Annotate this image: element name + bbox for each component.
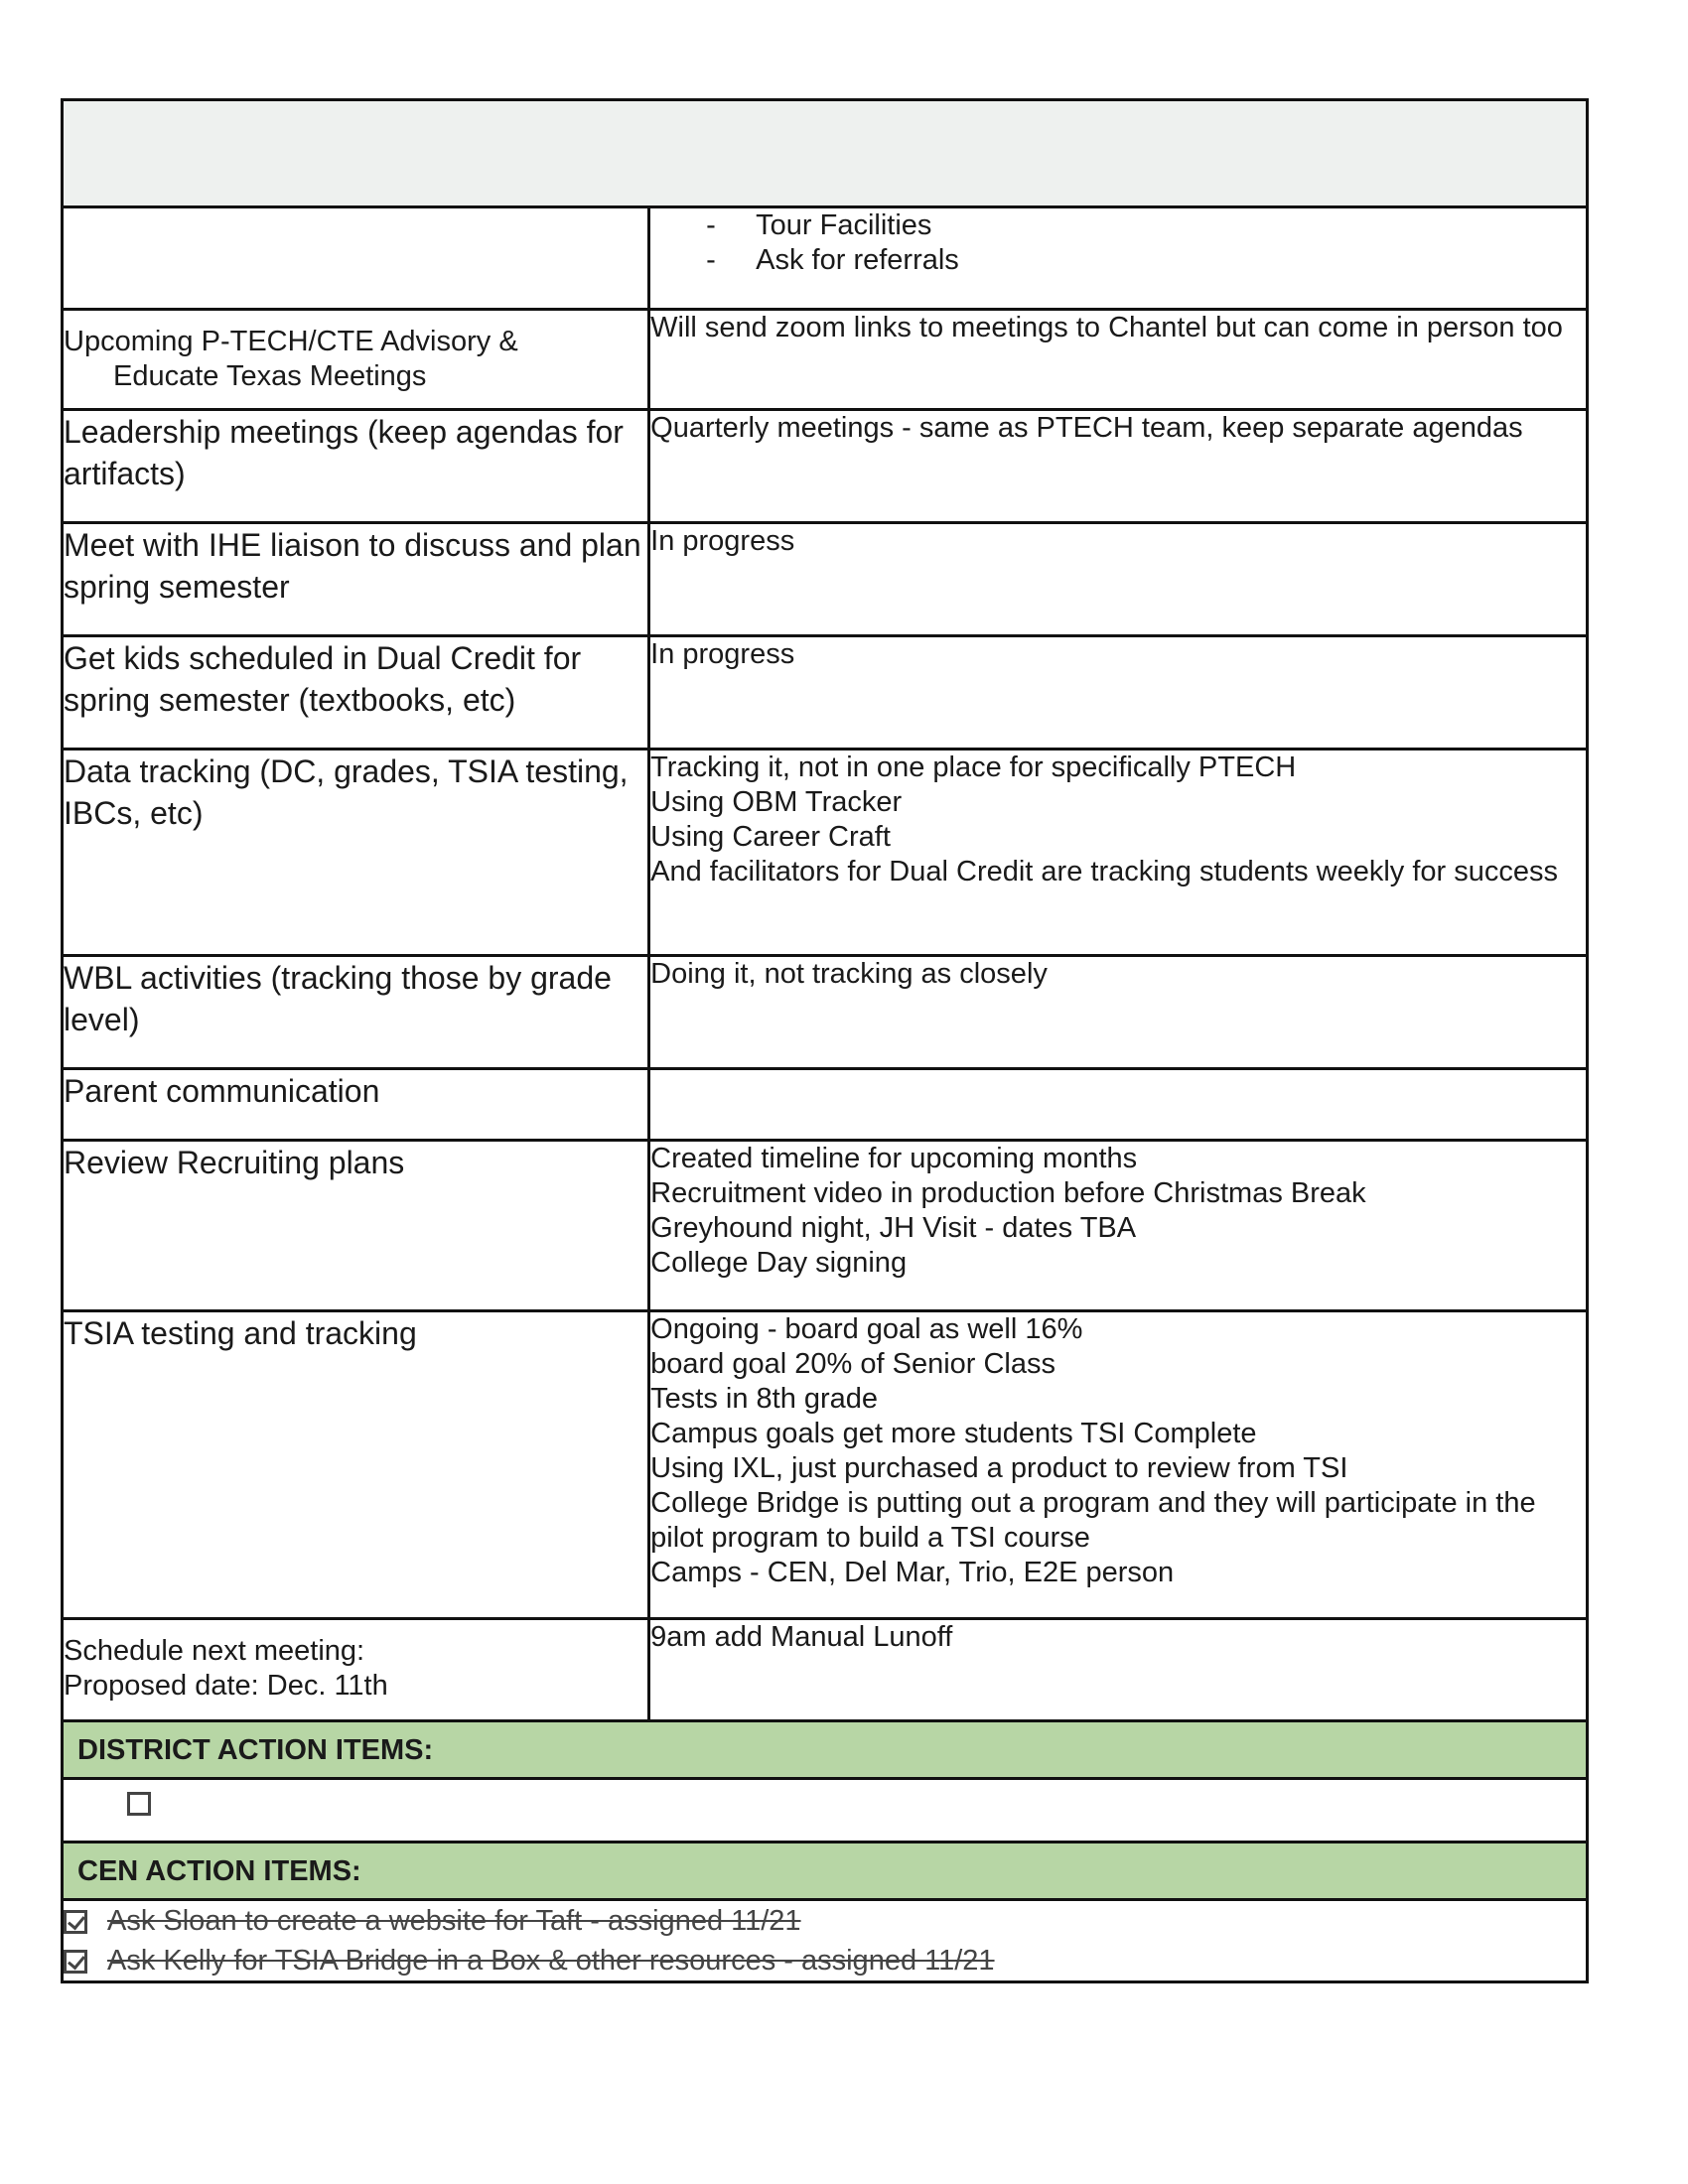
table-row (63, 410, 1588, 523)
bullet-list (650, 208, 1586, 278)
row-label: Meet with IHE liaison to discuss and plan spring semester (63, 523, 649, 636)
row-value: 9am add Manual Lunoff (649, 1619, 1588, 1721)
row-value: Ongoing - board goal as well 16% board goal 20% of Senior Class Tests in 8th grade Campus goals get more students TSI Complete Using IXL, just purchased a product to review from TSI College Bridge is putting out a program and they will participate in the pilot program to build a TSI course Camps - CEN, Del Mar, Trio, E2E person (649, 1311, 1588, 1619)
checklist-item-label: Ask Sloan to create a website for Taft - assigned 11/21 (107, 1905, 801, 1937)
table-row (63, 1069, 1588, 1141)
cen-action-items-header (63, 1843, 1588, 1900)
row-label: Schedule next meeting: Proposed date: Dec. 11th (63, 1619, 649, 1721)
row-value: In progress (649, 523, 1588, 636)
row-label: Review Recruiting plans (63, 1141, 649, 1311)
row-label: Parent communication (63, 1069, 649, 1141)
district-action-items (63, 1779, 1588, 1843)
table-row (63, 207, 1588, 310)
checklist (63, 1779, 1588, 1843)
checklist-item-label: Ask Kelly for TSIA Bridge in a Box & other resources - assigned 11/21 (107, 1945, 995, 1977)
list-item: - Tour Facilities (706, 209, 932, 241)
row-value (649, 207, 1588, 310)
checked-checkbox[interactable] (64, 1950, 87, 1974)
row-value: Will send zoom links to meetings to Chantel but can come in person too (649, 310, 1588, 410)
header-cell (63, 100, 1588, 207)
row-label: Get kids scheduled in Dual Credit for spring semester (textbooks, etc) (63, 636, 649, 750)
checkbox[interactable] (127, 1792, 151, 1816)
row-value: Quarterly meetings - same as PTECH team, keep separate agendas (649, 410, 1588, 523)
table-row (63, 750, 1588, 956)
row-value (649, 1069, 1588, 1141)
row-value: Created timeline for upcoming months Recruitment video in production before Christmas Break Greyhound night, JH Visit - dates TBA College Day signing (649, 1141, 1588, 1311)
row-label: Upcoming P-TECH/CTE Advisory & Educate Texas Meetings (63, 310, 649, 410)
table-row (63, 1619, 1588, 1721)
table-row (63, 310, 1588, 410)
checked-checkbox[interactable] (64, 1910, 87, 1934)
checklist-item (64, 1901, 1586, 1941)
row-value: Tracking it, not in one place for specifically PTECH Using OBM Tracker Using Career Craft And facilitators for Dual Credit are tracking students weekly for success (649, 750, 1588, 956)
table-row (63, 956, 1588, 1069)
checklist-item (64, 1941, 1586, 1980)
section-heading: DISTRICT ACTION ITEMS: (63, 1721, 1588, 1779)
row-value: In progress (649, 636, 1588, 750)
list-item: - Ask for referrals (706, 244, 959, 276)
row-label: TSIA testing and tracking (63, 1311, 649, 1619)
table-row (63, 1141, 1588, 1311)
table-header-row (63, 100, 1588, 207)
meeting-notes-table (61, 98, 1589, 1983)
row-label: Leadership meetings (keep agendas for artifacts) (63, 410, 649, 523)
table-row (63, 1311, 1588, 1619)
row-label: Data tracking (DC, grades, TSIA testing, IBCs, etc) (63, 750, 649, 956)
cen-action-items (63, 1900, 1588, 1982)
district-action-items-header (63, 1721, 1588, 1779)
row-value: Doing it, not tracking as closely (649, 956, 1588, 1069)
row-label (63, 207, 649, 310)
section-heading: CEN ACTION ITEMS: (63, 1843, 1588, 1900)
table-row (63, 636, 1588, 750)
checklist (63, 1900, 1588, 1982)
table-row (63, 523, 1588, 636)
row-label: WBL activities (tracking those by grade level) (63, 956, 649, 1069)
